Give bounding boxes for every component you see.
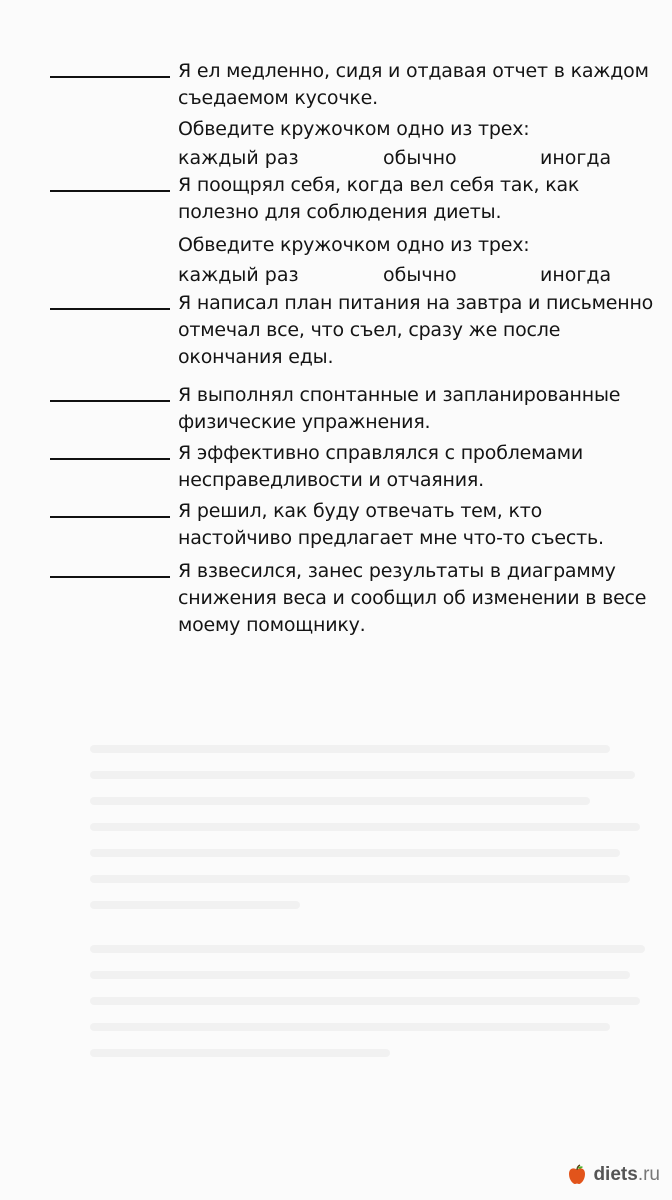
answer-blank (50, 190, 170, 192)
watermark-text (593, 1164, 660, 1186)
option-usually: обычно (383, 264, 457, 286)
answer-blank (50, 308, 170, 310)
item-text: Я решил, как буду отвечать тем, кто настойчиво предлагает мне что-то съесть. (178, 500, 604, 549)
option-every-time: каждый раз (178, 264, 299, 286)
answer-blank (50, 76, 170, 78)
item-instruction: Обведите кружочком одно из трех: (178, 118, 530, 140)
answer-blank (50, 576, 170, 578)
option-usually: обычно (383, 147, 457, 169)
option-every-time: каждый раз (178, 147, 299, 169)
item-instruction: Обведите кружочком одно из трех: (178, 234, 530, 256)
frequency-options (178, 145, 660, 172)
answer-blank (50, 516, 170, 518)
item-text: Я поощрял себя, когда вел себя так, как полезно для соблюдения диеты. (178, 174, 580, 223)
frequency-options (178, 262, 660, 289)
option-sometimes: иногда (540, 264, 612, 286)
apple-icon (565, 1163, 589, 1187)
item-text: Я ел медленно, сидя и отдавая отчет в каждом съедаемом кусочке. (178, 60, 649, 109)
item-text: Я выполнял спонтанные и запланированные физические упражнения. (178, 384, 621, 433)
answer-blank (50, 458, 170, 460)
site-watermark (565, 1162, 660, 1188)
bleed-through-text (90, 735, 650, 1095)
item-text: Я эффективно справлялся с проблемами несправедливости и отчаяния. (178, 442, 584, 491)
item-text: Я взвесился, занес результаты в диаграмму снижения веса и сообщил об изменении в весе моему помощнику. (178, 560, 647, 636)
watermark-tld: .ru (637, 1164, 660, 1185)
option-sometimes: иногда (540, 147, 612, 169)
watermark-brand: diets (593, 1164, 638, 1185)
answer-blank (50, 400, 170, 402)
item-text: Я написал план питания на завтра и письменно отмечал все, что съел, сразу же после окончания еды. (178, 292, 654, 368)
